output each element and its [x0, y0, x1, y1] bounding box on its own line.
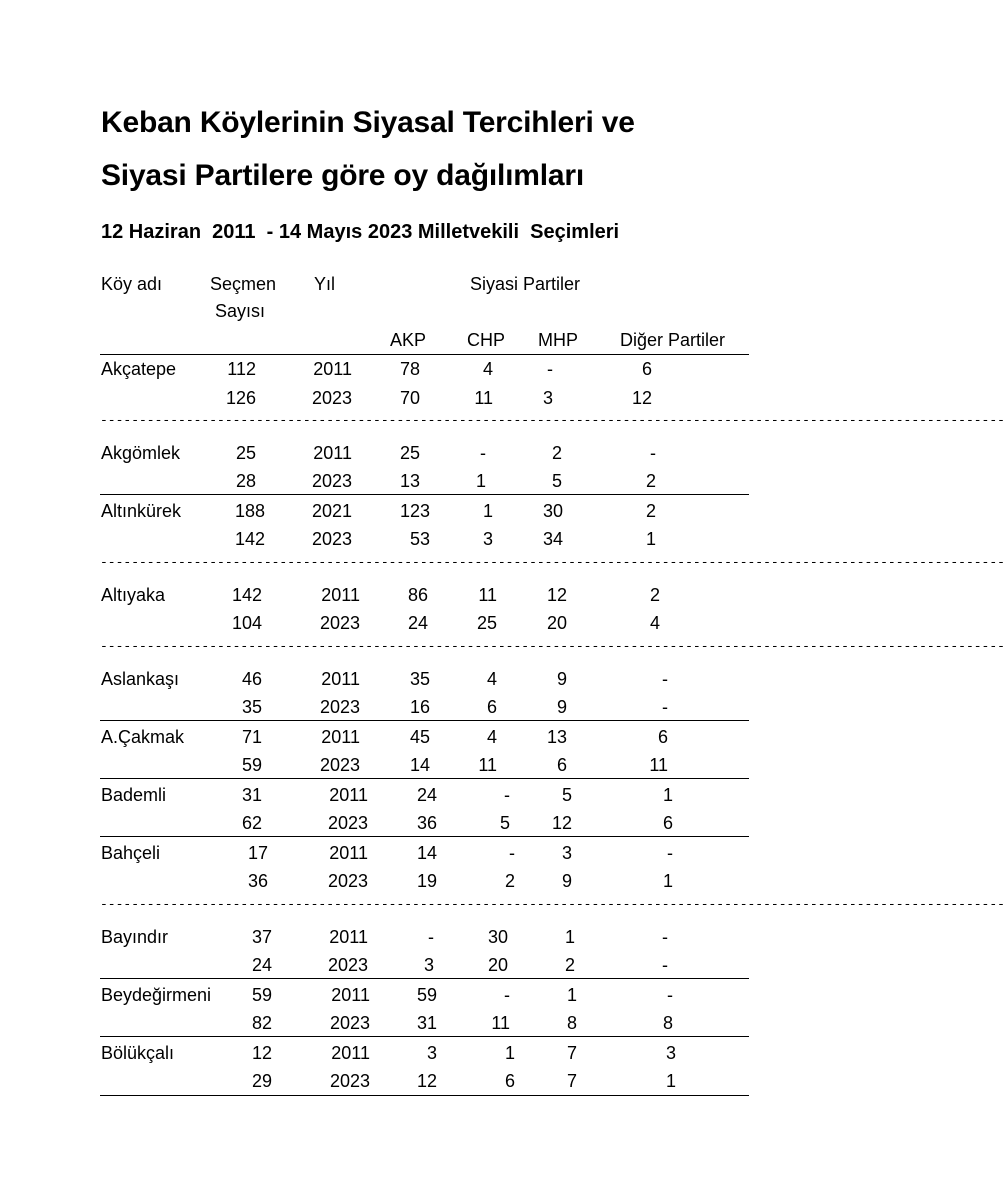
secmen-sayisi-cell: 31: [241, 785, 262, 805]
yil-cell: 2023: [319, 697, 360, 717]
secmen-sayisi-cell: 188: [234, 501, 265, 521]
mhp-cell: 6: [556, 755, 567, 775]
chp-cell: 1: [504, 1043, 515, 1063]
diger-partiler-cell: 11: [649, 755, 668, 775]
header-yil: Yıl: [314, 274, 336, 294]
mhp-cell: 5: [561, 785, 572, 805]
yil-cell: 2023: [329, 1071, 370, 1091]
diger-partiler-cell: -: [662, 927, 668, 947]
mhp-cell: 12: [551, 813, 572, 833]
row-separator: [100, 1095, 749, 1096]
mhp-cell: 3: [542, 388, 553, 408]
village-name: Beydeğirmeni: [101, 985, 212, 1005]
mhp-cell: -: [547, 359, 553, 379]
chp-cell: 4: [486, 669, 497, 689]
mhp-cell: 1: [566, 985, 577, 1005]
mhp-cell: 2: [564, 955, 575, 975]
akp-cell: 123: [399, 501, 430, 521]
yil-cell: 2023: [319, 613, 360, 633]
header-koy-adi: Köy adı: [101, 274, 163, 294]
secmen-sayisi-cell: 62: [241, 813, 262, 833]
mhp-cell: 34: [542, 529, 563, 549]
secmen-sayisi-cell: 126: [225, 388, 256, 408]
akp-cell: 45: [409, 727, 430, 747]
row-separator: [100, 720, 749, 721]
row-separator: [100, 1036, 749, 1037]
diger-partiler-cell: 1: [665, 1071, 676, 1091]
secmen-sayisi-cell: 104: [231, 613, 262, 633]
diger-partiler-cell: -: [667, 843, 673, 863]
village-name: Bademli: [101, 785, 167, 805]
diger-partiler-cell: 2: [649, 585, 660, 605]
secmen-sayisi-cell: 71: [241, 727, 262, 747]
secmen-sayisi-cell: 112: [227, 359, 256, 379]
akp-cell: 12: [416, 1071, 437, 1091]
yil-cell: 2023: [329, 1013, 370, 1033]
chp-cell: 6: [504, 1071, 515, 1091]
akp-cell: 14: [416, 843, 437, 863]
diger-partiler-cell: -: [667, 985, 673, 1005]
yil-cell: 2011: [321, 585, 360, 605]
diger-partiler-cell: 1: [662, 871, 673, 891]
chp-cell: 5: [499, 813, 510, 833]
chp-cell: 1: [482, 501, 493, 521]
chp-cell: 6: [486, 697, 497, 717]
akp-cell: 86: [407, 585, 428, 605]
diger-partiler-cell: -: [650, 443, 656, 463]
secmen-sayisi-cell: 59: [241, 755, 262, 775]
yil-cell: 2011: [321, 727, 360, 747]
secmen-sayisi-cell: 142: [231, 585, 262, 605]
akp-cell: 24: [407, 613, 428, 633]
akp-cell: 59: [416, 985, 437, 1005]
akp-cell: 35: [409, 669, 430, 689]
village-name: A.Çakmak: [101, 727, 185, 747]
secmen-sayisi-cell: 37: [251, 927, 272, 947]
dashed-separator: --------------------------------------------------------------------------------------------------------------------: [100, 413, 1005, 428]
yil-cell: 2011: [321, 669, 360, 689]
chp-cell: 11: [478, 755, 497, 775]
yil-cell: 2011: [313, 359, 352, 379]
header-akp: AKP: [390, 330, 427, 350]
village-name: Akçatepe: [101, 359, 177, 379]
page-title-line-2: Siyasi Partilere göre oy dağılımları: [101, 159, 585, 192]
secmen-sayisi-cell: 36: [247, 871, 268, 891]
diger-partiler-cell: 8: [662, 1013, 673, 1033]
mhp-cell: 9: [556, 669, 567, 689]
yil-cell: 2023: [327, 813, 368, 833]
secmen-sayisi-cell: 46: [241, 669, 262, 689]
diger-partiler-cell: 3: [665, 1043, 676, 1063]
diger-partiler-cell: 2: [645, 471, 656, 491]
yil-cell: 2011: [329, 843, 368, 863]
diger-partiler-cell: -: [662, 669, 668, 689]
mhp-cell: 7: [566, 1043, 577, 1063]
diger-partiler-cell: -: [662, 697, 668, 717]
secmen-sayisi-cell: 12: [251, 1043, 272, 1063]
chp-cell: -: [504, 785, 510, 805]
diger-partiler-cell: 1: [645, 529, 656, 549]
diger-partiler-cell: -: [662, 955, 668, 975]
secmen-sayisi-cell: 29: [251, 1071, 272, 1091]
akp-cell: 25: [399, 443, 420, 463]
secmen-sayisi-cell: 142: [234, 529, 265, 549]
secmen-sayisi-cell: 59: [251, 985, 272, 1005]
secmen-sayisi-cell: 28: [235, 471, 256, 491]
yil-cell: 2023: [319, 755, 360, 775]
chp-cell: -: [504, 985, 510, 1005]
akp-cell: 24: [416, 785, 437, 805]
mhp-cell: 5: [551, 471, 562, 491]
village-name: Aslankaşı: [101, 669, 180, 689]
mhp-cell: 30: [542, 501, 563, 521]
yil-cell: 2011: [329, 927, 368, 947]
chp-cell: 11: [491, 1013, 510, 1033]
chp-cell: 25: [476, 613, 497, 633]
diger-partiler-cell: 12: [631, 388, 652, 408]
mhp-cell: 2: [551, 443, 562, 463]
mhp-cell: 7: [566, 1071, 577, 1091]
akp-cell: 13: [399, 471, 420, 491]
akp-cell: 78: [399, 359, 420, 379]
diger-partiler-cell: 6: [641, 359, 652, 379]
diger-partiler-cell: 1: [662, 785, 673, 805]
chp-cell: 11: [478, 585, 497, 605]
village-name: Bayındır: [101, 927, 169, 947]
secmen-sayisi-cell: 82: [251, 1013, 272, 1033]
yil-cell: 2023: [311, 529, 352, 549]
chp-cell: 11: [474, 388, 493, 408]
village-name: Bölükçalı: [101, 1043, 175, 1063]
mhp-cell: 12: [546, 585, 567, 605]
page-title-line-1: Keban Köylerinin Siyasal Tercihleri ve: [101, 106, 635, 139]
secmen-sayisi-cell: 24: [251, 955, 272, 975]
mhp-cell: 1: [564, 927, 575, 947]
header-mhp: MHP: [538, 330, 578, 350]
village-name: Altınkürek: [101, 501, 182, 521]
chp-cell: 20: [487, 955, 508, 975]
akp-cell: 70: [399, 388, 420, 408]
yil-cell: 2011: [329, 785, 368, 805]
dashed-separator: --------------------------------------------------------------------------------------------------------------------: [100, 897, 1005, 912]
yil-cell: 2011: [331, 985, 370, 1005]
yil-cell: 2023: [327, 955, 368, 975]
yil-cell: 2011: [313, 443, 352, 463]
row-separator: [100, 978, 749, 979]
header-siyasi-partiler: Siyasi Partiler: [470, 274, 581, 294]
secmen-sayisi-cell: 35: [241, 697, 262, 717]
secmen-sayisi-cell: 25: [235, 443, 256, 463]
chp-cell: -: [480, 443, 486, 463]
mhp-cell: 13: [546, 727, 567, 747]
chp-cell: 4: [486, 727, 497, 747]
chp-cell: 2: [504, 871, 515, 891]
yil-cell: 2023: [311, 471, 352, 491]
akp-cell: 14: [409, 755, 430, 775]
diger-partiler-cell: 4: [649, 613, 660, 633]
diger-partiler-cell: 6: [662, 813, 673, 833]
dashed-separator: --------------------------------------------------------------------------------------------------------------------: [100, 555, 1005, 570]
akp-cell: 53: [409, 529, 430, 549]
header-diger-partiler: Diğer Partiler: [620, 330, 726, 350]
yil-cell: 2023: [311, 388, 352, 408]
diger-partiler-cell: 2: [645, 501, 656, 521]
mhp-cell: 3: [561, 843, 572, 863]
secmen-sayisi-cell: 17: [247, 843, 268, 863]
mhp-cell: 20: [546, 613, 567, 633]
akp-cell: 31: [416, 1013, 437, 1033]
village-name: Altıyaka: [101, 585, 166, 605]
row-separator: [100, 494, 749, 495]
subtitle: 12 Haziran 2011 - 14 Mayıs 2023 Milletvekili Seçimleri: [101, 221, 620, 243]
yil-cell: 2023: [327, 871, 368, 891]
header-secmen: Seçmen: [210, 274, 277, 294]
chp-cell: 1: [475, 471, 486, 491]
chp-cell: 4: [482, 359, 493, 379]
chp-cell: 30: [487, 927, 508, 947]
akp-cell: 36: [416, 813, 437, 833]
dashed-separator: --------------------------------------------------------------------------------------------------------------------: [100, 639, 1005, 654]
header-rule: [100, 354, 749, 355]
row-separator: [100, 778, 749, 779]
chp-cell: 3: [482, 529, 493, 549]
yil-cell: 2021: [311, 501, 352, 521]
akp-cell: -: [428, 927, 434, 947]
akp-cell: 3: [423, 955, 434, 975]
row-separator: [100, 836, 749, 837]
header-chp: CHP: [467, 330, 506, 350]
village-name: Bahçeli: [101, 843, 161, 863]
akp-cell: 16: [409, 697, 430, 717]
diger-partiler-cell: 6: [657, 727, 668, 747]
mhp-cell: 9: [556, 697, 567, 717]
chp-cell: -: [509, 843, 515, 863]
mhp-cell: 9: [561, 871, 572, 891]
akp-cell: 3: [426, 1043, 437, 1063]
yil-cell: 2011: [331, 1043, 370, 1063]
akp-cell: 19: [416, 871, 437, 891]
village-name: Akgömlek: [101, 443, 181, 463]
mhp-cell: 8: [566, 1013, 577, 1033]
header-sayisi: Sayısı: [215, 301, 266, 321]
